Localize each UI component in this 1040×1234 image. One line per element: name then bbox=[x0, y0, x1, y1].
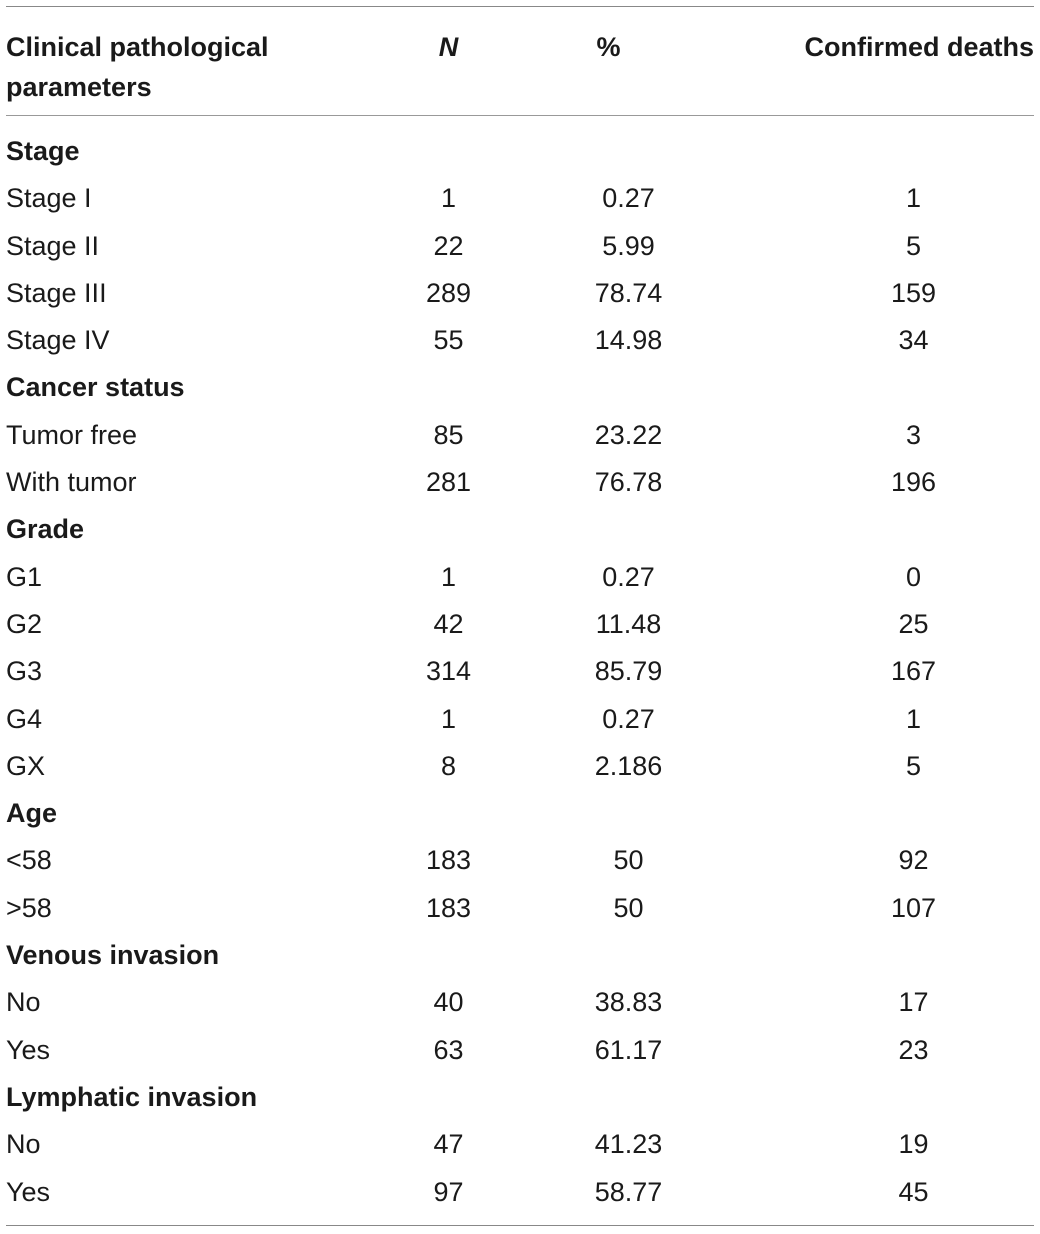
row-label: GX bbox=[6, 750, 46, 781]
row-percent-value: 2.186 bbox=[594, 750, 663, 781]
row-percent-value: 41.23 bbox=[594, 1129, 663, 1160]
section-header-row bbox=[6, 128, 1034, 175]
section-title: Grade bbox=[6, 514, 85, 545]
table-row bbox=[6, 175, 1034, 222]
row-deaths-value: 1 bbox=[905, 703, 922, 734]
row-deaths-value: 107 bbox=[890, 892, 937, 923]
row-label: G2 bbox=[6, 608, 43, 639]
row-deaths-value: 196 bbox=[890, 467, 937, 498]
row-deaths-value: 5 bbox=[905, 750, 922, 781]
row-label: G4 bbox=[6, 703, 43, 734]
row-percent-value: 61.17 bbox=[594, 1034, 663, 1065]
row-percent-value: 14.98 bbox=[594, 325, 663, 356]
row-percent-value: 38.83 bbox=[594, 987, 663, 1018]
header-percent: % bbox=[596, 32, 621, 62]
row-label: G1 bbox=[6, 561, 43, 592]
section-header-row bbox=[6, 364, 1034, 411]
row-label: Stage II bbox=[6, 230, 100, 261]
row-deaths-value: 167 bbox=[890, 656, 937, 687]
row-deaths-value: 0 bbox=[905, 561, 922, 592]
row-label: No bbox=[6, 987, 41, 1018]
table-row bbox=[6, 743, 1034, 790]
row-label: Stage III bbox=[6, 277, 107, 308]
row-percent-value: 58.77 bbox=[594, 1176, 663, 1207]
table-row bbox=[6, 1169, 1034, 1216]
table-row bbox=[6, 270, 1034, 317]
row-deaths-value: 34 bbox=[898, 325, 929, 356]
bottom-rule bbox=[6, 1225, 1034, 1226]
row-n-value: 55 bbox=[433, 325, 464, 356]
row-n-value: 8 bbox=[440, 750, 457, 781]
row-deaths-value: 92 bbox=[898, 845, 929, 876]
table-row bbox=[6, 601, 1034, 648]
row-n-value: 1 bbox=[440, 703, 457, 734]
row-deaths-value: 5 bbox=[905, 230, 922, 261]
row-percent-value: 0.27 bbox=[602, 561, 655, 592]
row-label: G3 bbox=[6, 656, 43, 687]
row-n-value: 63 bbox=[433, 1034, 464, 1065]
table-row bbox=[6, 885, 1034, 932]
table-row bbox=[6, 1121, 1034, 1168]
row-label: Stage IV bbox=[6, 325, 110, 356]
section-title: Age bbox=[6, 798, 58, 829]
row-n-value: 1 bbox=[440, 183, 457, 214]
row-deaths-value: 19 bbox=[898, 1129, 929, 1160]
table-row bbox=[6, 412, 1034, 459]
row-percent-value: 23.22 bbox=[594, 419, 663, 450]
table-row bbox=[6, 317, 1034, 364]
section-title: Cancer status bbox=[6, 372, 185, 403]
row-label: No bbox=[6, 1129, 41, 1160]
row-n-value: 40 bbox=[433, 987, 464, 1018]
row-percent-value: 11.48 bbox=[595, 608, 662, 639]
section-title: Venous invasion bbox=[6, 940, 220, 971]
section-title: Stage bbox=[6, 136, 80, 166]
data-table bbox=[6, 6, 1034, 1226]
row-deaths-value: 25 bbox=[898, 608, 929, 639]
row-label: With tumor bbox=[6, 467, 137, 498]
table-row bbox=[6, 554, 1034, 601]
table-row bbox=[6, 459, 1034, 506]
table-row bbox=[6, 979, 1034, 1026]
row-n-value: 85 bbox=[433, 419, 464, 450]
table-row bbox=[6, 1027, 1034, 1074]
row-n-value: 183 bbox=[425, 892, 472, 923]
section-header-row bbox=[6, 506, 1034, 553]
section-header-row bbox=[6, 790, 1034, 837]
row-label: <58 bbox=[6, 845, 52, 876]
row-percent-value: 76.78 bbox=[594, 467, 663, 498]
table-row bbox=[6, 696, 1034, 743]
row-deaths-value: 1 bbox=[905, 183, 922, 214]
row-n-value: 281 bbox=[425, 467, 472, 498]
section-header-row bbox=[6, 932, 1034, 979]
row-percent-value: 5.99 bbox=[602, 230, 655, 261]
row-label: Yes bbox=[6, 1034, 51, 1065]
row-label: Tumor free bbox=[6, 419, 138, 450]
row-n-value: 289 bbox=[425, 277, 472, 308]
row-percent-value: 78.74 bbox=[594, 277, 663, 308]
table-body bbox=[6, 116, 1034, 1225]
row-n-value: 1 bbox=[440, 561, 457, 592]
row-label: Stage I bbox=[6, 183, 92, 214]
row-n-value: 22 bbox=[433, 230, 464, 261]
row-deaths-value: 17 bbox=[898, 987, 929, 1018]
section-header-row bbox=[6, 1074, 1034, 1121]
row-deaths-value: 23 bbox=[898, 1034, 929, 1065]
row-n-value: 314 bbox=[425, 656, 472, 687]
row-percent-value: 0.27 bbox=[602, 183, 655, 214]
row-deaths-value: 3 bbox=[905, 419, 922, 450]
row-n-value: 97 bbox=[433, 1176, 464, 1207]
row-deaths-value: 159 bbox=[890, 277, 937, 308]
header-n: N bbox=[438, 32, 459, 62]
table-row bbox=[6, 648, 1034, 695]
header-confirmed-deaths: Confirmed deaths bbox=[804, 32, 1034, 62]
section-title: Lymphatic invasion bbox=[6, 1081, 258, 1112]
row-n-value: 183 bbox=[425, 845, 472, 876]
row-label: Yes bbox=[6, 1176, 51, 1207]
header-parameter: Clinical pathological parameters bbox=[6, 32, 269, 102]
row-label: >58 bbox=[6, 892, 52, 923]
row-percent-value: 50 bbox=[613, 845, 644, 876]
row-n-value: 42 bbox=[433, 608, 464, 639]
row-deaths-value: 45 bbox=[898, 1176, 929, 1207]
row-percent-value: 50 bbox=[613, 892, 644, 923]
table-row bbox=[6, 837, 1034, 884]
table-header bbox=[6, 7, 1034, 115]
row-percent-value: 85.79 bbox=[594, 656, 663, 687]
table-row bbox=[6, 223, 1034, 270]
row-percent-value: 0.27 bbox=[602, 703, 655, 734]
row-n-value: 47 bbox=[433, 1129, 464, 1160]
